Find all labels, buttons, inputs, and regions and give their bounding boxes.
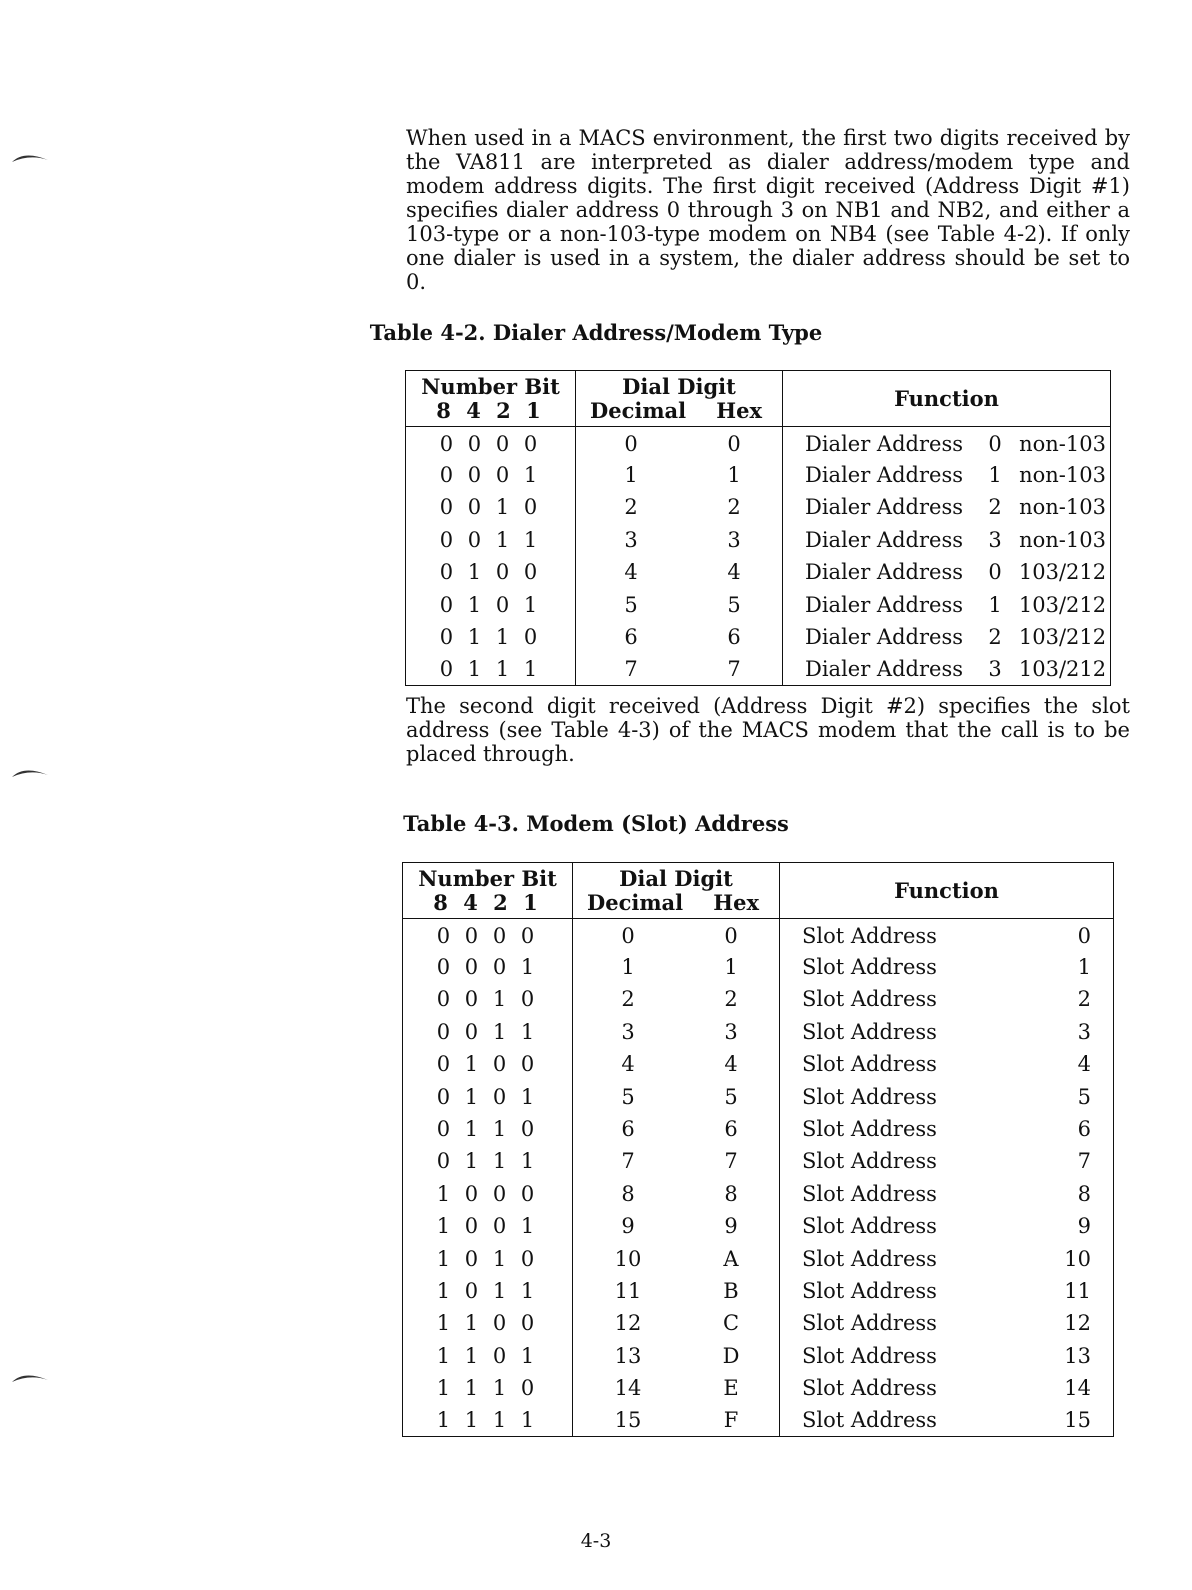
bits-cell: 1 1 0 0 — [403, 1307, 573, 1339]
table-row — [403, 1080, 1114, 1112]
modem-type-value: 103/212 — [1018, 625, 1107, 650]
dial-digit-cell — [573, 1113, 780, 1145]
slot-address-value: 13 — [1064, 1343, 1091, 1368]
hex-value: 9 — [724, 1214, 738, 1239]
function-cell — [783, 653, 1111, 685]
function-label: Dialer Address — [805, 432, 964, 457]
hex-value: 4 — [727, 560, 741, 585]
bits-cell: 0 1 1 1 — [403, 1145, 573, 1177]
decimal-value: 10 — [614, 1246, 642, 1271]
bits-cell: 1 0 1 0 — [403, 1242, 573, 1274]
dial-digit-cell — [573, 919, 780, 951]
table-row — [406, 491, 1111, 523]
decimal-value: 9 — [621, 1214, 635, 1239]
hex-value: D — [722, 1343, 740, 1368]
table-row — [406, 621, 1111, 653]
dialer-address-value: 2 — [988, 625, 1002, 650]
bits-cell: 0 1 0 0 — [406, 556, 576, 588]
table-row — [403, 919, 1114, 951]
decimal-value: 2 — [624, 495, 638, 520]
dialer-address-value: 1 — [988, 463, 1002, 488]
function-cell — [780, 951, 1114, 983]
dial-digit-cell — [573, 983, 780, 1015]
dialer-address-value: 3 — [988, 657, 1002, 682]
function-label: Slot Address — [802, 1408, 937, 1433]
bits-cell: 0 0 0 0 — [406, 427, 576, 459]
table-row — [406, 524, 1111, 556]
page-number: 4-3 — [580, 1530, 612, 1552]
function-cell — [780, 1048, 1114, 1080]
function-label: Dialer Address — [805, 560, 964, 585]
hex-value: F — [723, 1408, 739, 1433]
function-label: Slot Address — [802, 1052, 937, 1077]
decimal-value: 2 — [621, 987, 635, 1012]
hex-value: 1 — [727, 463, 741, 488]
dial-digit-header — [573, 863, 780, 919]
function-cell — [780, 1275, 1114, 1307]
number-bit-header — [403, 863, 573, 919]
function-label: Slot Address — [802, 1311, 937, 1336]
dial-digit-cell — [573, 1242, 780, 1274]
hex-value: 0 — [724, 924, 738, 949]
function-label: Slot Address — [802, 924, 937, 949]
slot-address-value: 11 — [1064, 1278, 1091, 1303]
table-header-row — [406, 371, 1111, 427]
function-cell — [780, 1404, 1114, 1436]
slot-address-value: 5 — [1077, 1084, 1091, 1109]
function-cell — [780, 1307, 1114, 1339]
binder-hole-mark — [10, 1370, 50, 1384]
table-row — [403, 1242, 1114, 1274]
hex-value: C — [722, 1311, 740, 1336]
decimal-value: 7 — [621, 1149, 635, 1174]
slot-address-value: 7 — [1077, 1149, 1091, 1174]
hex-label: Hex — [716, 397, 762, 423]
middle-paragraph: The second digit received (Address Digit #2) specifies the slot address (see Table 4-3) of the MACS modem that the call is to be placed through. — [406, 694, 1130, 766]
hex-value: 8 — [724, 1181, 738, 1206]
slot-address-value: 6 — [1077, 1117, 1091, 1142]
function-cell — [780, 983, 1114, 1015]
table-row — [403, 1016, 1114, 1048]
hex-value: 2 — [727, 495, 741, 520]
decimal-label: Decimal — [587, 889, 684, 915]
decimal-value: 1 — [621, 955, 635, 980]
hex-value: 2 — [724, 987, 738, 1012]
dial-digit-cell — [573, 1210, 780, 1242]
function-label: Slot Address — [802, 1376, 937, 1401]
table-4-2-caption: Table 4-2. Dialer Address/Modem Type — [369, 320, 823, 345]
function-label: Slot Address — [802, 1343, 937, 1368]
bits-cell: 0 0 0 1 — [403, 951, 573, 983]
table-row — [403, 1145, 1114, 1177]
function-label: Dialer Address — [805, 592, 964, 617]
table-4-3 — [402, 862, 1114, 1437]
bits-cell: 0 1 0 1 — [403, 1080, 573, 1112]
decimal-value: 5 — [621, 1084, 635, 1109]
dial-digit-cell — [573, 1307, 780, 1339]
decimal-value: 11 — [614, 1278, 642, 1303]
dialer-address-value: 3 — [988, 527, 1002, 552]
decimal-value: 8 — [621, 1181, 635, 1206]
function-label: Slot Address — [802, 1117, 937, 1142]
function-label: Dialer Address — [805, 495, 964, 520]
dial-digit-header — [576, 371, 783, 427]
hex-value: 7 — [727, 657, 741, 682]
dial-digit-cell — [576, 556, 783, 588]
dial-digit-cell — [573, 951, 780, 983]
bits-cell: 0 1 1 0 — [406, 621, 576, 653]
dialer-address-value: 2 — [988, 495, 1002, 520]
hex-label: Hex — [713, 889, 759, 915]
dial-digit-cell — [576, 459, 783, 491]
table-header-row — [403, 863, 1114, 919]
dial-digit-cell — [573, 1080, 780, 1112]
function-label: Dialer Address — [805, 625, 964, 650]
function-cell — [783, 491, 1111, 523]
table-row — [403, 1340, 1114, 1372]
slot-address-value: 14 — [1064, 1376, 1091, 1401]
table-row — [403, 1404, 1114, 1436]
bits-cell: 0 1 0 1 — [406, 588, 576, 620]
table-row — [403, 1372, 1114, 1404]
decimal-value: 0 — [621, 924, 635, 949]
function-label: Slot Address — [802, 1278, 937, 1303]
function-label: Dialer Address — [805, 463, 964, 488]
decimal-value: 15 — [614, 1408, 642, 1433]
binder-hole-mark — [10, 150, 50, 164]
hex-value: 5 — [727, 592, 741, 617]
table-row — [403, 1178, 1114, 1210]
dial-digit-cell — [576, 653, 783, 685]
bits-cell: 1 0 0 1 — [403, 1210, 573, 1242]
slot-address-value: 4 — [1077, 1052, 1091, 1077]
dial-digit-cell — [576, 427, 783, 459]
dial-digit-cell — [573, 1275, 780, 1307]
decimal-value: 3 — [624, 527, 638, 552]
function-cell — [783, 427, 1111, 459]
function-cell — [780, 919, 1114, 951]
modem-type-value: 103/212 — [1018, 657, 1107, 682]
bits-cell: 1 0 0 0 — [403, 1178, 573, 1210]
bits-cell: 0 0 1 1 — [406, 524, 576, 556]
slot-address-value: 2 — [1077, 987, 1091, 1012]
bits-cell: 0 0 1 1 — [403, 1016, 573, 1048]
modem-type-value: 103/212 — [1018, 560, 1107, 585]
table-row — [406, 653, 1111, 685]
hex-value: 5 — [724, 1084, 738, 1109]
dial-digit-cell — [576, 588, 783, 620]
function-header: Function — [780, 863, 1114, 919]
table-row — [403, 1113, 1114, 1145]
table-4-3-body — [403, 919, 1114, 1437]
hex-value: 6 — [727, 625, 741, 650]
dial-digit-cell — [573, 1178, 780, 1210]
number-bit-header — [406, 371, 576, 427]
bits-cell: 0 1 0 0 — [403, 1048, 573, 1080]
function-label: Slot Address — [802, 1214, 937, 1239]
dialer-address-value: 0 — [988, 560, 1002, 585]
function-cell — [780, 1016, 1114, 1048]
bit-weights-label: 8 4 2 1 — [436, 397, 545, 423]
slot-address-value: 1 — [1077, 955, 1091, 980]
bits-cell: 0 0 1 0 — [406, 491, 576, 523]
function-label: Slot Address — [802, 955, 937, 980]
function-cell — [780, 1145, 1114, 1177]
function-cell — [780, 1178, 1114, 1210]
decimal-value: 6 — [624, 625, 638, 650]
decimal-label: Decimal — [590, 397, 687, 423]
dial-digit-cell — [573, 1048, 780, 1080]
bits-cell: 1 0 1 1 — [403, 1275, 573, 1307]
table-4-2 — [405, 370, 1111, 686]
intro-paragraph: When used in a MACS environment, the first two digits received by the VA811 are interpreted as dialer address/modem type and modem address digits. The first digit received (Address Digit #1) specifies dialer address 0 through 3 on NB1 and NB2, and either a 103-type or a non-103-type modem on NB4 (see Table 4-2). If only one dialer is used in a system, the dialer address should be set to 0. — [406, 126, 1130, 294]
function-cell — [783, 621, 1111, 653]
dial-digit-cell — [576, 524, 783, 556]
table-row — [406, 556, 1111, 588]
bits-cell: 0 0 0 0 — [403, 919, 573, 951]
dial-digit-cell — [573, 1372, 780, 1404]
function-cell — [783, 556, 1111, 588]
decimal-value: 7 — [624, 657, 638, 682]
slot-address-value: 12 — [1064, 1311, 1091, 1336]
slot-address-value: 15 — [1064, 1408, 1091, 1433]
slot-address-value: 3 — [1077, 1019, 1091, 1044]
decimal-value: 4 — [624, 560, 638, 585]
modem-type-value: non-103 — [1019, 495, 1106, 520]
dial-digit-cell — [576, 621, 783, 653]
table-row — [403, 1275, 1114, 1307]
table-row — [403, 1210, 1114, 1242]
dial-digit-cell — [573, 1016, 780, 1048]
function-label: Slot Address — [802, 1181, 937, 1206]
decimal-value: 6 — [621, 1117, 635, 1142]
bits-cell: 1 1 0 1 — [403, 1340, 573, 1372]
function-label: Slot Address — [802, 1149, 937, 1174]
modem-type-value: 103/212 — [1018, 592, 1107, 617]
slot-address-value: 10 — [1064, 1246, 1091, 1271]
decimal-value: 4 — [621, 1052, 635, 1077]
decimal-value: 13 — [614, 1343, 642, 1368]
dial-digit-cell — [573, 1145, 780, 1177]
table-row — [403, 1048, 1114, 1080]
table-row — [403, 983, 1114, 1015]
decimal-value: 0 — [624, 432, 638, 457]
table-row — [403, 951, 1114, 983]
function-cell — [783, 588, 1111, 620]
dial-digit-cell — [573, 1404, 780, 1436]
dial-digit-label: Dial Digit — [622, 373, 736, 399]
table-row — [406, 588, 1111, 620]
function-label: Dialer Address — [805, 657, 964, 682]
table-row — [403, 1307, 1114, 1339]
function-label: Slot Address — [802, 987, 937, 1012]
table-row — [406, 427, 1111, 459]
hex-value: 4 — [724, 1052, 738, 1077]
slot-address-value: 9 — [1077, 1214, 1091, 1239]
hex-value: 3 — [727, 527, 741, 552]
bit-weights-label: 8 4 2 1 — [433, 889, 542, 915]
hex-value: B — [723, 1278, 739, 1303]
function-cell — [783, 524, 1111, 556]
function-cell — [780, 1372, 1114, 1404]
function-cell — [780, 1242, 1114, 1274]
hex-value: 6 — [724, 1117, 738, 1142]
bits-cell: 0 0 0 1 — [406, 459, 576, 491]
modem-type-value: non-103 — [1019, 432, 1106, 457]
hex-value: 3 — [724, 1019, 738, 1044]
decimal-value: 14 — [614, 1376, 642, 1401]
hex-value: E — [723, 1376, 739, 1401]
slot-address-value: 8 — [1077, 1181, 1091, 1206]
dial-digit-label: Dial Digit — [619, 865, 733, 891]
decimal-value: 3 — [621, 1019, 635, 1044]
dialer-address-value: 1 — [988, 592, 1002, 617]
hex-value: A — [723, 1246, 739, 1271]
dialer-address-value: 0 — [988, 432, 1002, 457]
function-label: Slot Address — [802, 1019, 937, 1044]
binder-hole-mark — [10, 765, 50, 779]
bits-cell: 1 1 1 1 — [403, 1404, 573, 1436]
function-cell — [780, 1080, 1114, 1112]
number-bit-label: Number Bit — [421, 373, 560, 399]
decimal-value: 5 — [624, 592, 638, 617]
function-header: Function — [783, 371, 1111, 427]
hex-value: 7 — [724, 1149, 738, 1174]
function-label: Dialer Address — [805, 527, 964, 552]
number-bit-label: Number Bit — [418, 865, 557, 891]
bits-cell: 0 1 1 1 — [406, 653, 576, 685]
decimal-value: 1 — [624, 463, 638, 488]
function-cell — [783, 459, 1111, 491]
function-cell — [780, 1340, 1114, 1372]
function-label: Slot Address — [802, 1246, 937, 1271]
modem-type-value: non-103 — [1019, 527, 1106, 552]
table-4-2-body — [406, 427, 1111, 686]
hex-value: 0 — [727, 432, 741, 457]
bits-cell: 0 1 1 0 — [403, 1113, 573, 1145]
table-4-3-caption: Table 4-3. Modem (Slot) Address — [403, 811, 789, 836]
table-row — [406, 459, 1111, 491]
dial-digit-cell — [576, 491, 783, 523]
bits-cell: 0 0 1 0 — [403, 983, 573, 1015]
dial-digit-cell — [573, 1340, 780, 1372]
decimal-value: 12 — [614, 1311, 642, 1336]
function-cell — [780, 1210, 1114, 1242]
bits-cell: 1 1 1 0 — [403, 1372, 573, 1404]
hex-value: 1 — [724, 955, 738, 980]
slot-address-value: 0 — [1077, 924, 1091, 949]
function-label: Slot Address — [802, 1084, 937, 1109]
function-cell — [780, 1113, 1114, 1145]
modem-type-value: non-103 — [1019, 463, 1106, 488]
